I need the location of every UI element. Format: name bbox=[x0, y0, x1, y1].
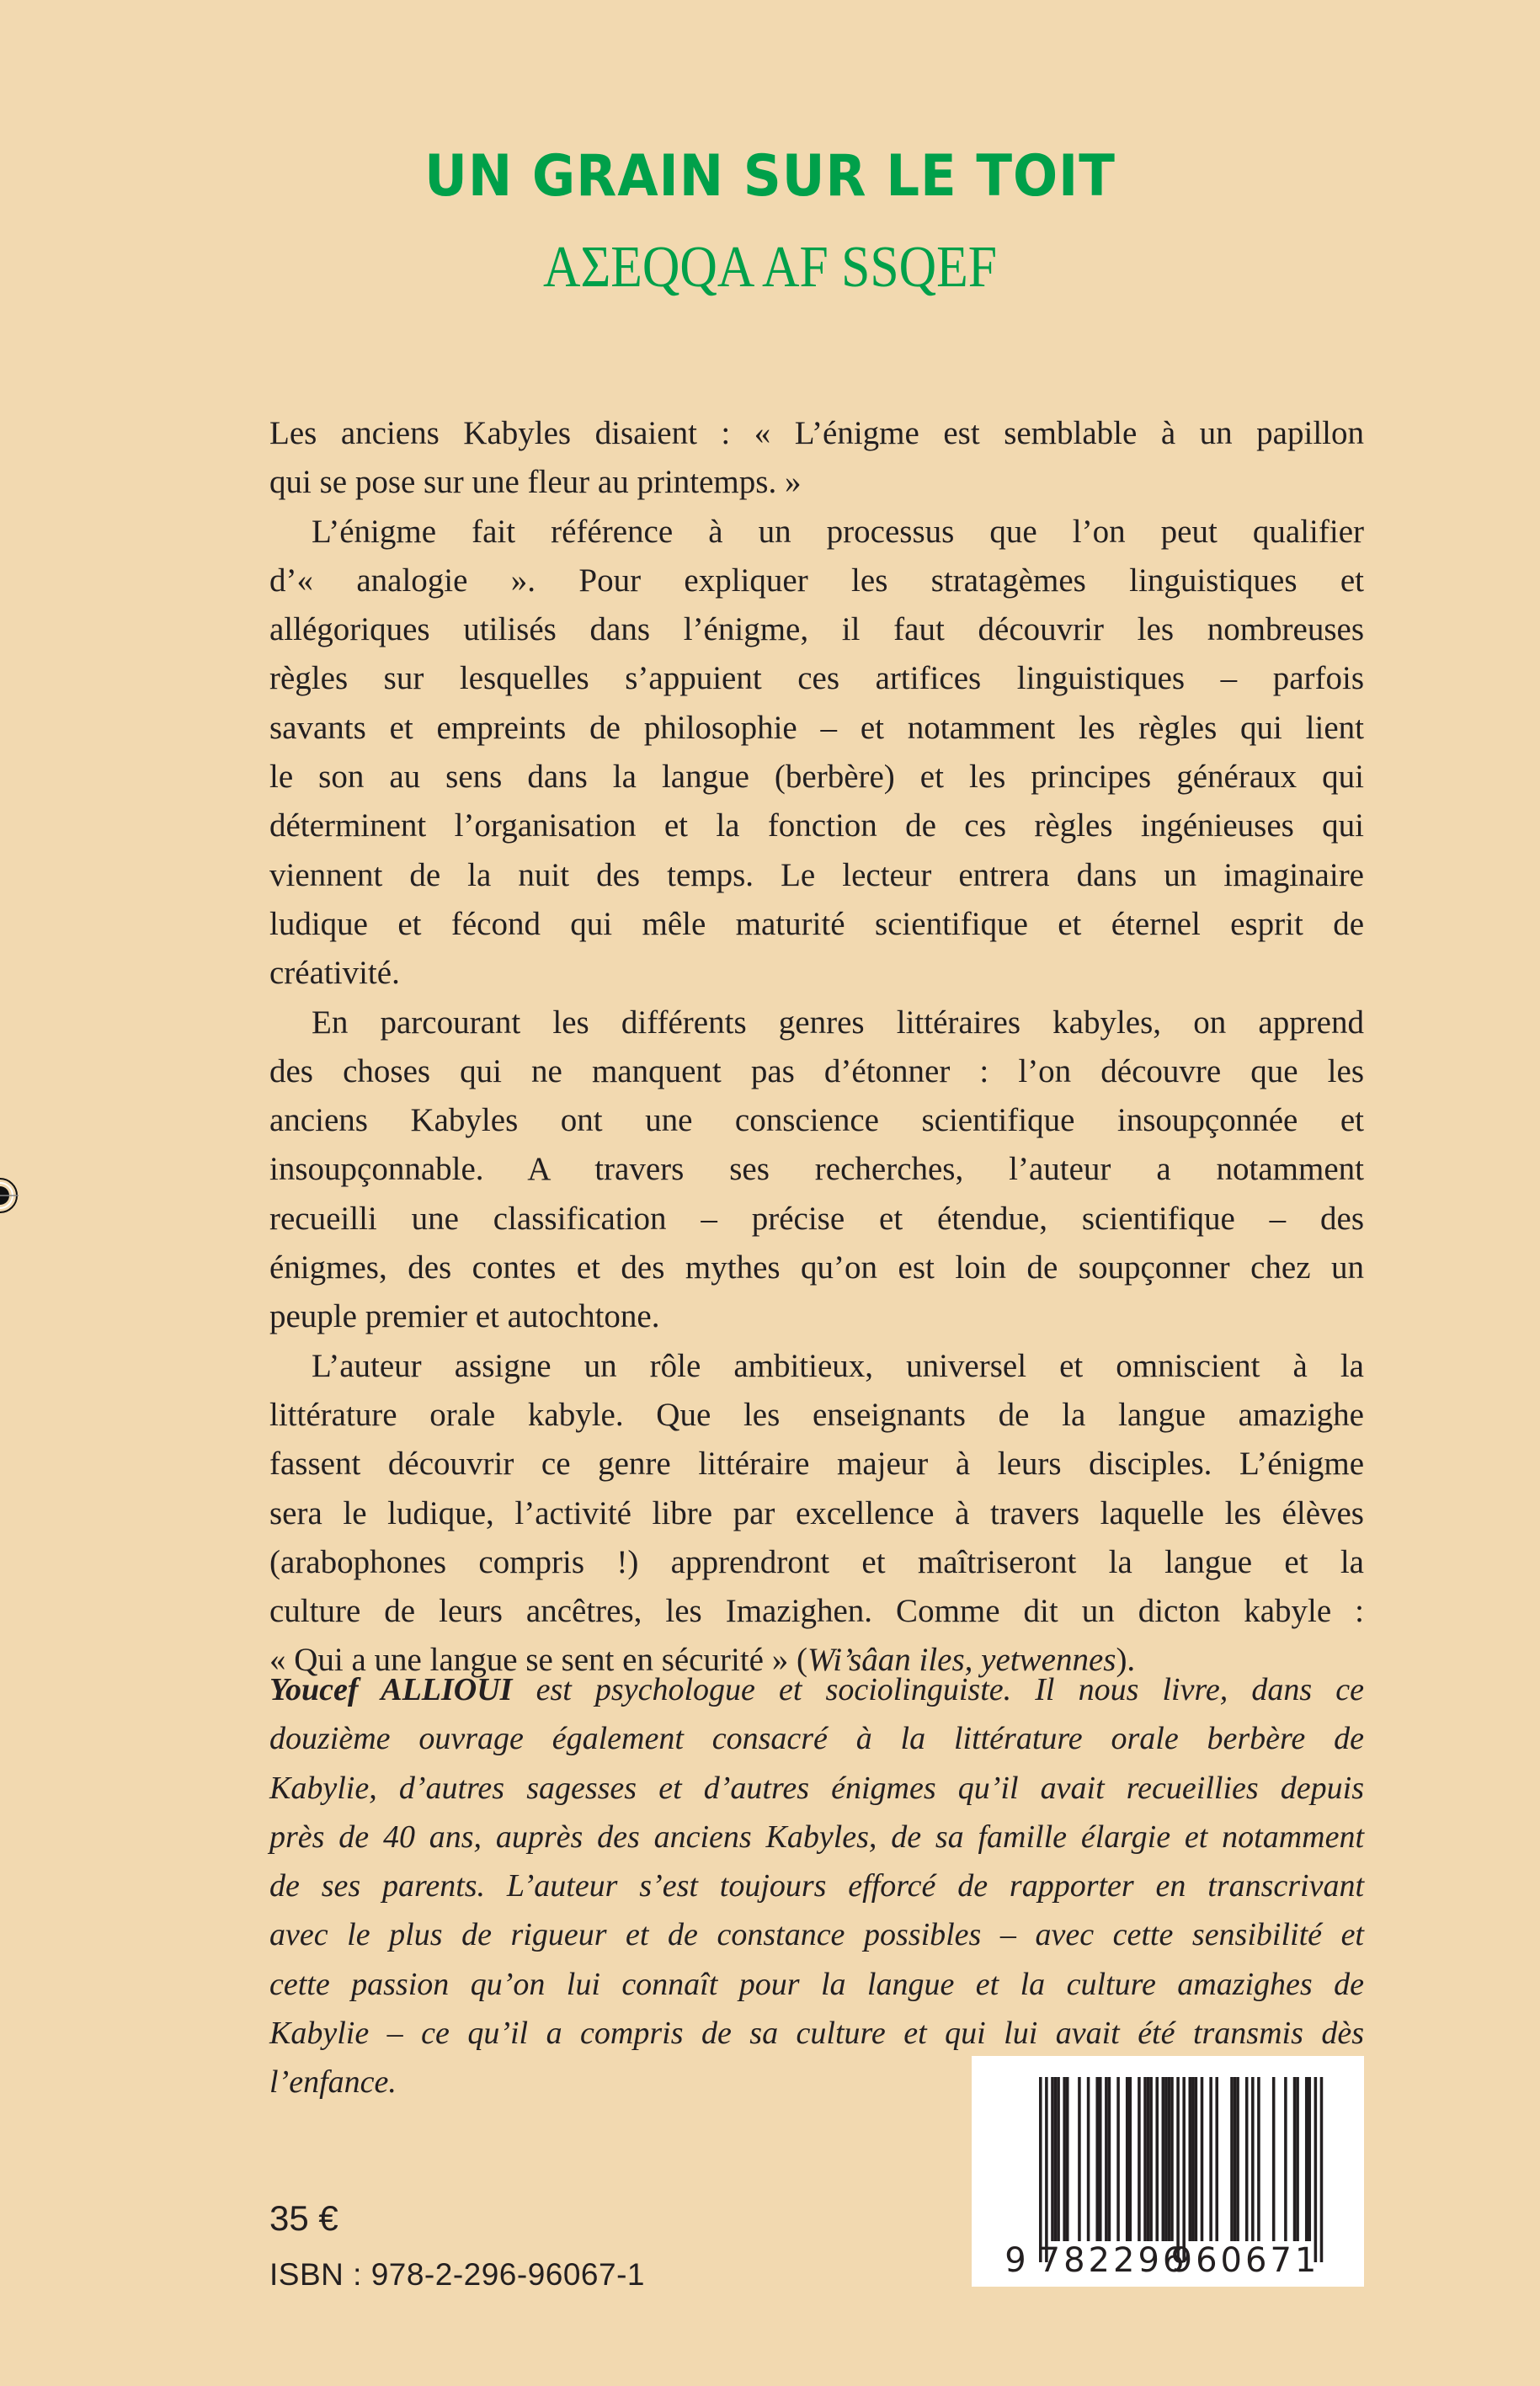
text-line: L’auteur assigne un rôle ambitieux, universel et omniscient à la bbox=[312, 1347, 1364, 1384]
text-line: créativité. bbox=[269, 955, 400, 992]
text-line: d’« analogie ». Pour expliquer les stratagèmes linguistiques et bbox=[269, 562, 1364, 599]
blurb-paragraph bbox=[269, 1342, 1364, 1686]
text-line: règles sur lesquelles s’appuient ces artifices linguistiques – parfois bbox=[269, 660, 1364, 697]
text-line: culture de leurs ancêtres, les Imazighen. Comme dit un dicton kabyle : bbox=[269, 1593, 1364, 1630]
svg-text:960671: 960671 bbox=[1170, 2241, 1320, 2280]
bio-line: de ses parents. L’auteur s’est toujours efforcé de rapporter en transcrivant bbox=[269, 1868, 1364, 1904]
proverb-quote: « Qui a une langue se sent en sécurité » ( bbox=[269, 1642, 807, 1679]
bio-text: est psychologue et sociolinguiste. Il nous livre, dans ce bbox=[512, 1672, 1364, 1707]
text-line: littérature orale kabyle. Que les enseignants de la langue amazighe bbox=[269, 1396, 1364, 1433]
text-line: allégoriques utilisés dans l’énigme, il faut découvrir les nombreuses bbox=[269, 611, 1364, 648]
text-line: L’énigme fait référence à un processus que l’on peut qualifier bbox=[312, 513, 1364, 550]
author-name: Youcef ALLIOUI bbox=[269, 1672, 513, 1707]
blurb-paragraph bbox=[269, 999, 1364, 1342]
blurb-paragraph bbox=[269, 508, 1364, 999]
text-line: fassent découvrir ce genre littéraire majeur à leurs disciples. L’énigme bbox=[269, 1446, 1364, 1483]
text-line: anciens Kabyles ont une conscience scientifique insoupçonnée et bbox=[269, 1102, 1364, 1139]
text-line: savants et empreints de philosophie – et notamment les règles qui lient bbox=[269, 709, 1364, 746]
text-line: (arabophones compris !) apprendront et maîtriseront la langue et la bbox=[269, 1543, 1364, 1580]
bio-line bbox=[269, 1665, 1364, 1714]
text-line: insoupçonnable. A travers ses recherches, l’auteur a notamment bbox=[269, 1151, 1364, 1188]
proverb-close: ). bbox=[1116, 1642, 1136, 1679]
text-line: ludique et fécond qui mêle maturité scientifique et éternel esprit de bbox=[269, 905, 1364, 942]
registration-mark-icon bbox=[0, 1177, 19, 1214]
book-title: UN GRAIN SUR LE TOIT bbox=[424, 143, 1116, 210]
price: 35 € bbox=[269, 2198, 338, 2238]
text-line: recueilli une classification – précise et étendue, scientifique – des bbox=[269, 1200, 1364, 1237]
blurb-text bbox=[269, 409, 1364, 1686]
blurb-paragraph bbox=[269, 409, 1364, 508]
text-line: peuple premier et autochtone. bbox=[269, 1298, 660, 1335]
bio-line: Kabylie, d’autres sagesses et d’autres énigmes qu’il avait recueillies depuis bbox=[269, 1770, 1364, 1806]
text-line: le son au sens dans la langue (berbère) et les principes généraux qui bbox=[269, 759, 1364, 796]
text-line: viennent de la nuit des temps. Le lecteur entrera dans un imaginaire bbox=[269, 856, 1364, 893]
book-subtitle-kabyle: AΣEQQA AF SSQEF bbox=[542, 235, 998, 300]
barcode bbox=[972, 2056, 1364, 2287]
bio-line: douzième ouvrage également consacré à la littérature orale berbère de bbox=[269, 1721, 1364, 1757]
text-line: Les anciens Kabyles disaient : « L’énigme est semblable à un papillon bbox=[269, 415, 1364, 451]
bio-line: cette passion qu’on lui connaît pour la langue et la culture amazighes de bbox=[269, 1966, 1364, 2002]
text-line: des choses qui ne manquent pas d’étonner : l’on découvre que les bbox=[269, 1052, 1364, 1089]
author-bio bbox=[269, 1665, 1364, 2107]
text-line: sera le ludique, l’activité libre par excellence à travers laquelle les élèves bbox=[269, 1494, 1364, 1531]
svg-text:9: 9 bbox=[1004, 2241, 1026, 2280]
bio-line: l’enfance. bbox=[269, 2064, 397, 2101]
text-line: En parcourant les différents genres littéraires kabyles, on apprend bbox=[312, 1004, 1364, 1041]
bio-line: avec le plus de rigueur et de constance possibles – avec cette sensibilité et bbox=[269, 1917, 1364, 1953]
text-line: énigmes, des contes et des mythes qu’on est loin de soupçonner chez un bbox=[269, 1249, 1364, 1286]
barcode-bars-icon bbox=[972, 2056, 1364, 2287]
bio-line: près de 40 ans, auprès des anciens Kabyles, de sa famille élargie et notamment bbox=[269, 1819, 1364, 1855]
text-line: déterminent l’organisation et la fonction de ces règles ingénieuses qui bbox=[269, 807, 1364, 844]
text-line: qui se pose sur une fleur au printemps. » bbox=[269, 464, 802, 501]
bio-line: Kabylie – ce qu’il a compris de sa culture et qui lui avait été transmis dès bbox=[269, 2016, 1364, 2052]
proverb-kabyle: Wi’sâan iles, yetwennes bbox=[807, 1642, 1116, 1679]
svg-text:782296: 782296 bbox=[1038, 2241, 1188, 2280]
isbn: ISBN : 978-2-296-96067-1 bbox=[269, 2257, 645, 2292]
